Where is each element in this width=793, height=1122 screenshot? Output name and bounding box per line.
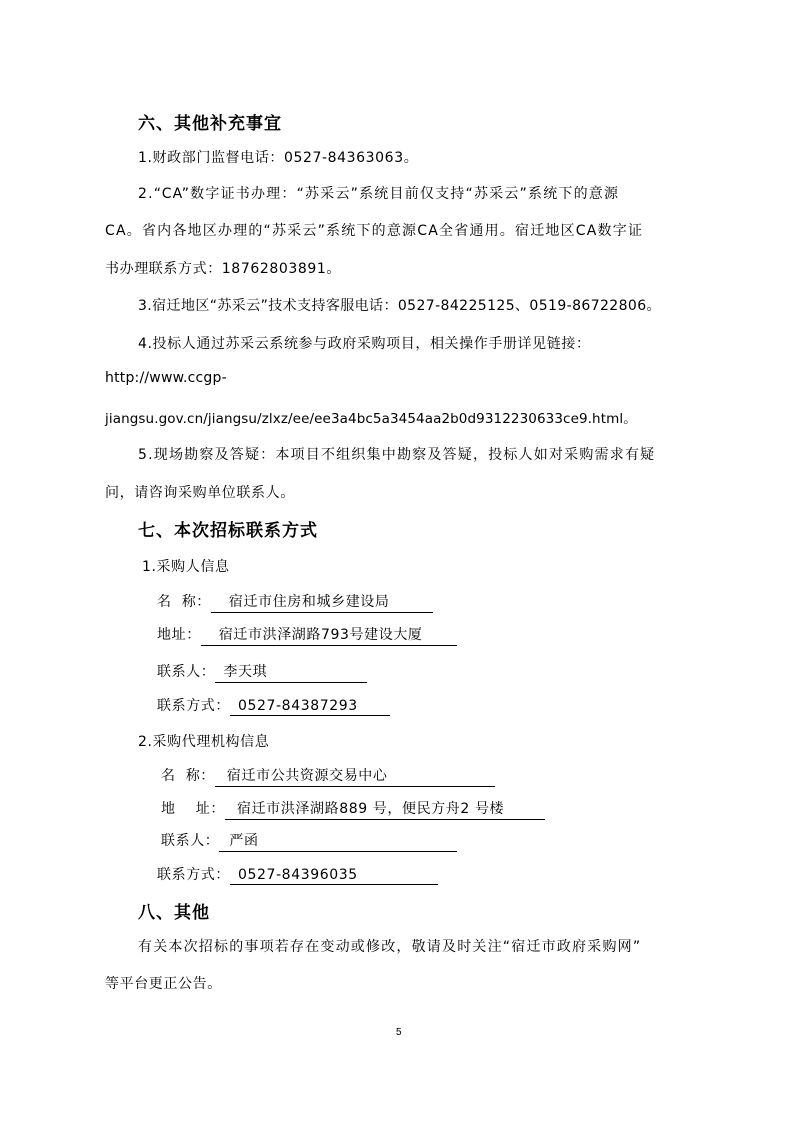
agency-phone-value: 0527-84396035 [230,867,438,885]
purchaser-phone-row [157,695,390,716]
s6-item-2-line-1: 2.“CA”数字证书办理：“苏采云”系统目前仅支持“苏采云”系统下的意源 [138,186,620,202]
agency-addr-row [161,798,545,820]
section-8-title: 八、其他 [138,903,210,923]
agency-contact-row [161,830,457,852]
page-number: 5 [396,1027,402,1038]
purchaser-phone-label: 联系方式： [157,698,230,714]
s8-line-2: 等平台更正公告。 [105,976,222,992]
s6-link-line-1[interactable]: http://www.ccgp- [105,370,227,386]
section-6-title: 六、其他补充事宜 [138,114,282,134]
agency-name-value: 宿迁市公共资源交易中心 [215,765,495,787]
s6-item-5-line-1: 5.现场勘察及答疑：本项目不组织集中勘察及答疑，投标人如对采购需求有疑 [138,447,656,463]
s6-item-2-line-3: 书办理联系方式：18762803891。 [105,261,341,277]
purchaser-addr-row [157,624,457,646]
purchaser-phone-value: 0527-84387293 [230,698,390,716]
purchaser-contact-row [157,661,367,683]
s8-line-1: 有关本次招标的事项若存在变动或修改，敬请及时关注“宿迁市政府采购网” [138,939,642,955]
purchaser-contact-label: 联系人： [157,664,216,680]
agency-addr-label: 地 址： [161,801,226,817]
purchaser-heading: 1.采购人信息 [142,559,230,575]
section-7-title: 七、本次招标联系方式 [138,521,318,541]
s6-item-3: 3.宿迁地区“苏采云”技术支持客服电话：0527-84225125、0519-86722806。 [138,298,661,314]
s6-item-5-line-2: 问，请咨询采购单位联系人。 [105,485,295,501]
agency-name-label: 名 称： [161,768,215,784]
s6-item-2-line-2: CA。省内各地区办理的“苏采云”系统下的意源CA全省通用。宿迁地区CA数字证 [105,223,644,239]
purchaser-name-row [157,591,433,613]
s6-link-line-2[interactable]: jiangsu.gov.cn/jiangsu/zlxz/ee/ee3a4bc5a3454aa2b0d9312230633ce9.html。 [105,411,637,427]
agency-heading: 2.采购代理机构信息 [138,734,270,750]
agency-addr-value: 宿迁市洪泽湖路889 号，便民方舟2 号楼 [225,798,545,820]
agency-phone-row [157,864,438,885]
s6-item-1: 1.财政部门监督电话：0527-84363063。 [138,150,419,166]
purchaser-contact-value: 李天琪 [215,661,367,683]
purchaser-name-value: 宿迁市住房和城乡建设局 [211,591,433,613]
agency-contact-value: 严函 [219,830,457,852]
agency-phone-label: 联系方式： [157,867,230,883]
agency-name-row [161,765,495,787]
purchaser-addr-label: 地址： [157,627,201,643]
purchaser-name-label: 名 称： [157,594,211,610]
s6-item-4-line-1: 4.投标人通过苏采云系统参与政府采购项目，相关操作手册详见链接： [138,336,591,352]
agency-contact-label: 联系人： [161,833,220,849]
purchaser-addr-value: 宿迁市洪泽湖路793号建设大厦 [201,624,457,646]
